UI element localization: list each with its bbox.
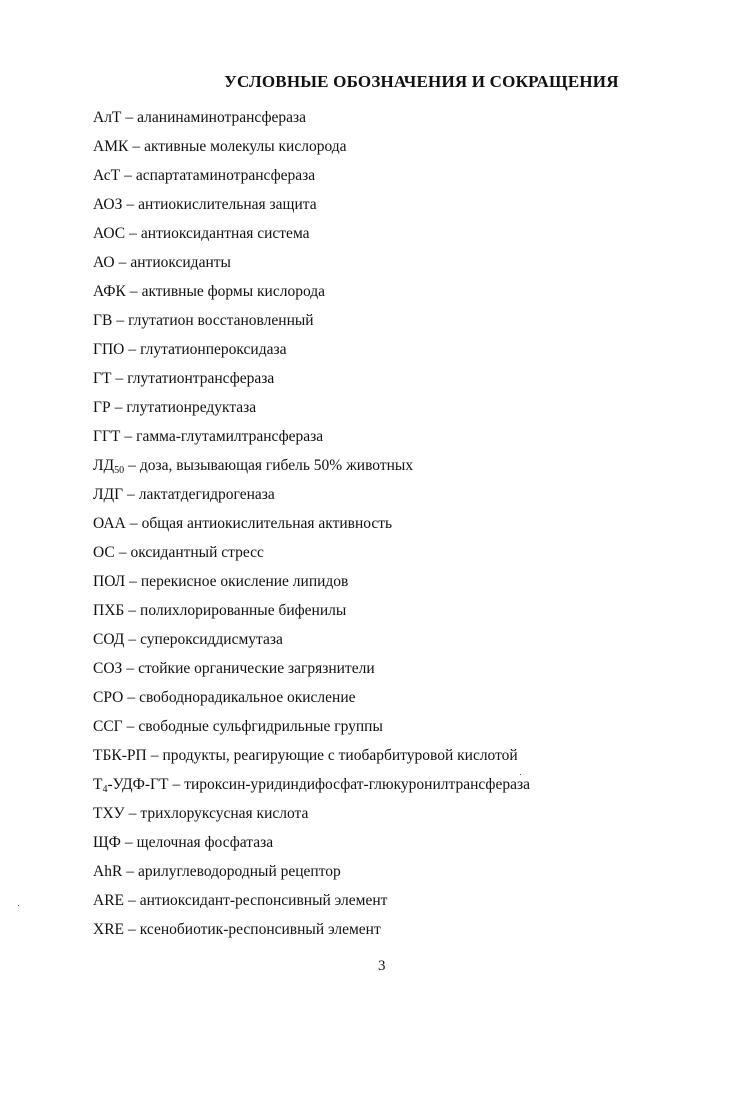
abbreviation-definition: полихлорированные бифенилы (140, 602, 347, 619)
abbreviation-definition: ксенобиотик-респонсивный элемент (139, 921, 381, 938)
scan-speck (520, 774, 521, 775)
abbreviation-term (93, 196, 122, 213)
abbreviation-term-text: СОЗ (93, 660, 123, 677)
abbreviation-entry (93, 770, 530, 799)
abbreviation-entry (93, 306, 530, 335)
abbreviation-definition: свободнорадикальное окисление (139, 689, 356, 706)
dash-separator: – (129, 515, 138, 532)
dash-separator: – (128, 457, 136, 474)
abbreviation-entry (93, 915, 530, 944)
abbreviation-entry (93, 364, 530, 393)
abbreviation-entry (93, 393, 530, 422)
abbreviation-term (93, 138, 128, 155)
abbreviation-term (93, 805, 125, 822)
dash-separator: – (128, 805, 137, 822)
abbreviation-term (93, 631, 124, 648)
abbreviation-term-text: ТХУ (93, 805, 125, 822)
abbreviation-term-text: ГГТ (93, 428, 121, 445)
abbreviation-term (93, 428, 120, 445)
abbreviation-term (93, 225, 125, 242)
abbreviation-definition: тироксин-уридиндифосфат-глюкуронилтрансфераза (184, 776, 530, 793)
abbreviation-definition: глутатион восстановленный (128, 312, 314, 329)
abbreviation-entry (93, 451, 530, 480)
abbreviation-term (93, 573, 125, 590)
abbreviation-term-text: ГТ (93, 370, 112, 387)
abbreviation-entry (93, 190, 530, 219)
abbreviation-term-text: АМК (93, 138, 129, 155)
abbreviation-entry (93, 103, 530, 132)
dash-separator: – (124, 167, 132, 184)
abbreviation-term-text: ПОЛ (93, 573, 126, 590)
abbreviation-term (93, 109, 121, 126)
dash-separator: – (128, 602, 137, 619)
dash-separator: – (126, 863, 135, 880)
abbreviation-term-text: ГПО (93, 341, 125, 358)
abbreviation-term-text: АОС (93, 225, 126, 242)
abbreviation-entry (93, 886, 530, 915)
abbreviation-entry (93, 799, 530, 828)
abbreviation-term-text: ТБК-РП (93, 747, 147, 764)
abbreviation-entry (93, 625, 530, 654)
abbreviation-term-text: СРО (93, 689, 124, 706)
abbreviation-entry (93, 277, 530, 306)
abbreviation-term (93, 921, 124, 938)
abbreviation-term-text: ССГ (93, 718, 123, 735)
dash-separator: – (132, 138, 141, 155)
abbreviation-definition: свободные сульфгидрильные группы (138, 718, 383, 735)
abbreviation-term-text: ГР (93, 399, 111, 416)
abbreviation-entry (93, 538, 530, 567)
dash-separator: – (127, 689, 136, 706)
abbreviation-definition: стойкие органические загрязнители (138, 660, 375, 677)
dash-separator: – (128, 631, 137, 648)
abbreviation-suffix: -УДФ-ГТ (107, 776, 169, 793)
abbreviation-term-text: ARE (93, 892, 124, 909)
abbreviation-entry (93, 857, 530, 886)
abbreviation-term (93, 660, 122, 677)
abbreviation-term (93, 283, 126, 300)
abbreviation-definition: глутатионтрансфераза (127, 370, 275, 387)
dash-separator: – (128, 892, 136, 909)
abbreviation-term (93, 602, 124, 619)
abbreviation-definition: антиоксиданты (130, 254, 231, 271)
abbreviation-entry (93, 422, 530, 451)
abbreviation-term (93, 747, 147, 764)
abbreviation-definition: антиоксидант-респонсивный элемент (139, 892, 388, 909)
abbreviation-term (93, 718, 123, 735)
abbreviation-term-text: ЛД (93, 457, 115, 474)
abbreviation-term (93, 544, 115, 561)
abbreviation-definition: активные молекулы кислорода (144, 138, 347, 155)
abbreviation-definition: щелочная фосфатаза (136, 834, 274, 851)
abbreviation-entry (93, 683, 530, 712)
abbreviation-definition: лактатдегидрогеназа (138, 486, 275, 503)
dash-separator: – (124, 834, 133, 851)
dash-separator: – (126, 718, 135, 735)
abbreviation-definition: гамма-глутамилтрансфераза (136, 428, 324, 445)
dash-separator: – (115, 370, 124, 387)
abbreviation-subscript: 50 (114, 465, 125, 476)
abbreviation-term (93, 399, 111, 416)
abbreviation-definition: перекисное окисление липидов (140, 573, 349, 590)
abbreviation-list (93, 103, 530, 944)
abbreviation-term (93, 863, 122, 880)
abbreviation-entry (93, 161, 530, 190)
abbreviation-term (93, 457, 124, 474)
dash-separator: – (129, 283, 138, 300)
dash-separator: – (126, 660, 135, 677)
abbreviation-definition: активные формы кислорода (141, 283, 326, 300)
abbreviation-entry (93, 248, 530, 277)
dash-separator: – (128, 921, 136, 938)
abbreviation-term-text: ЛДГ (93, 486, 124, 503)
dash-separator: – (127, 486, 135, 503)
abbreviation-term (93, 776, 168, 793)
abbreviation-definition: общая антиокислительная активность (141, 515, 393, 532)
abbreviation-term (93, 486, 123, 503)
dash-separator: – (129, 225, 137, 242)
abbreviation-entry (93, 219, 530, 248)
abbreviation-definition: аланинаминотрансфераза (137, 109, 307, 126)
dash-separator: – (124, 428, 133, 445)
abbreviation-subscript: 4 (102, 784, 108, 795)
abbreviation-term-text: АлТ (93, 109, 122, 126)
abbreviation-term (93, 515, 126, 532)
abbreviation-term-text: ГВ (93, 312, 113, 329)
page-title: УСЛОВНЫЕ ОБОЗНАЧЕНИЯ И СОКРАЩЕНИЯ (224, 72, 619, 91)
abbreviation-definition: глутатионпероксидаза (140, 341, 287, 358)
dash-separator: – (125, 109, 134, 126)
abbreviation-definition: доза, вызывающая гибель 50% животных (139, 457, 414, 474)
dash-separator: – (129, 573, 137, 590)
abbreviation-definition: аспартатаминотрансфераза (135, 167, 316, 184)
abbreviation-definition: антиоксидантная система (140, 225, 310, 242)
abbreviation-entry (93, 509, 530, 538)
abbreviation-term-text: СОД (93, 631, 125, 648)
abbreviation-definition: арилуглеводородный рецептор (138, 863, 341, 880)
abbreviation-entry (93, 132, 530, 161)
abbreviation-term-text: АО (93, 254, 115, 271)
dash-separator: – (118, 254, 127, 271)
dash-separator: – (150, 747, 159, 764)
dash-separator: – (114, 399, 123, 416)
abbreviation-term (93, 370, 111, 387)
abbreviation-term (93, 312, 112, 329)
abbreviation-term-text: ОС (93, 544, 115, 561)
abbreviation-entry (93, 567, 530, 596)
abbreviation-term-text: ОАА (93, 515, 126, 532)
abbreviation-term (93, 254, 115, 271)
abbreviation-term-text: АсТ (93, 167, 121, 184)
abbreviation-term-text: АОЗ (93, 196, 123, 213)
abbreviation-entry (93, 654, 530, 683)
page-number: 3 (378, 958, 386, 974)
abbreviation-entry (93, 335, 530, 364)
abbreviation-definition: супероксиддисмутаза (140, 631, 283, 648)
dash-separator: – (172, 776, 181, 793)
abbreviation-term (93, 892, 124, 909)
abbreviation-definition: продукты, реагирующие с тиобарбитуровой кислотой (162, 747, 518, 764)
dash-separator: – (126, 196, 135, 213)
abbreviation-entry (93, 712, 530, 741)
abbreviation-term-text: ЩФ (93, 834, 121, 851)
abbreviation-definition: трихлоруксусная кислота (140, 805, 309, 822)
abbreviation-term-text: Т (93, 776, 103, 793)
abbreviation-term (93, 689, 123, 706)
abbreviation-entry (93, 741, 530, 770)
abbreviation-term (93, 341, 124, 358)
abbreviation-definition: антиокислительная защита (138, 196, 317, 213)
abbreviation-entry (93, 480, 530, 509)
abbreviation-term-text: AhR (93, 863, 123, 880)
abbreviation-definition: глутатионредуктаза (126, 399, 257, 416)
dash-separator: – (118, 544, 127, 561)
dash-separator: – (128, 341, 137, 358)
abbreviation-term (93, 834, 121, 851)
abbreviation-definition: оксидантный стресс (130, 544, 264, 561)
abbreviation-term (93, 167, 120, 184)
abbreviation-term-text: АФК (93, 283, 126, 300)
scan-speck (18, 905, 19, 906)
abbreviation-term-text: ПХБ (93, 602, 125, 619)
abbreviation-term-text: XRE (93, 921, 124, 938)
dash-separator: – (116, 312, 125, 329)
abbreviation-entry (93, 596, 530, 625)
abbreviation-entry (93, 828, 530, 857)
